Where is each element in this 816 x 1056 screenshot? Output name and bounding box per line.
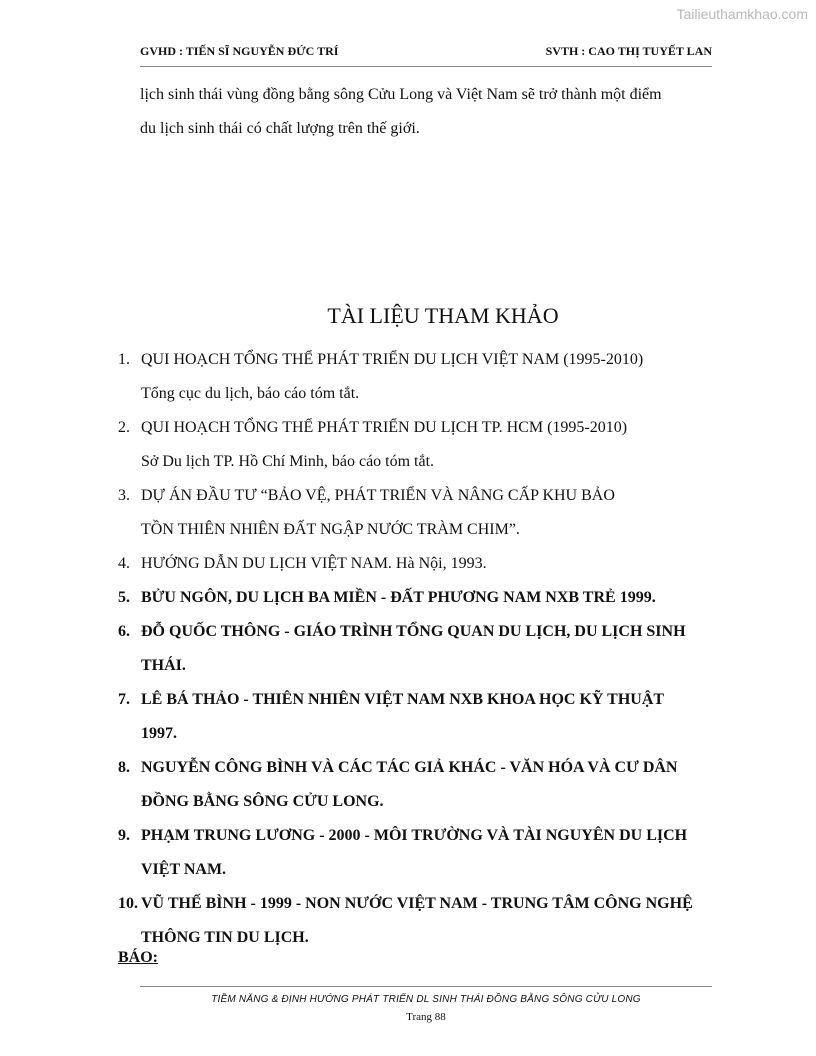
header-advisor: GVHD : TIẾN SĨ NGUYỄN ĐỨC TRÍ [140,44,339,58]
page-header [140,44,712,59]
section-title: TÀI LIỆU THAM KHẢO [327,303,559,328]
reference-item [118,819,718,887]
watermark: Tailieuthamkhao.com [676,6,808,22]
reference-line: BỬU NGÔN, DU LỊCH BA MIỀN - ĐẤT PHƯƠNG NAM NXB TRẺ 1999. [141,589,656,606]
reference-text [141,343,718,411]
reference-item [118,581,718,615]
reference-item [118,343,718,411]
footer-title: TIỀM NĂNG & ĐỊNH HƯỚNG PHÁT TRIỂN DL SINH THÁI ĐỒNG BẰNG SÔNG CỬU LONG [211,994,641,1005]
reference-text [141,819,718,887]
reference-line: NGUYỄN CÔNG BÌNH VÀ CÁC TÁC GIẢ KHÁC - VĂN HÓA VÀ CƯ DÂN [141,759,678,776]
reference-line: DỰ ÁN ĐẦU TƯ “BẢO VỆ, PHÁT TRIỂN VÀ NÂNG CẤP KHU BẢO [141,487,615,504]
reference-item [118,887,718,955]
reference-number: 10. [118,895,138,912]
reference-text [141,751,718,819]
reference-line: HƯỚNG DẪN DU LỊCH VIỆT NAM. Hà Nội, 1993. [141,555,487,572]
reference-number: 3. [118,487,130,504]
bao-heading: BÁO: [118,949,158,966]
page-number: Trang 88 [406,1011,446,1023]
reference-text [141,581,718,615]
reference-line: QUI HOẠCH TỔNG THỂ PHÁT TRIỂN DU LỊCH VIỆT NAM (1995-2010) [141,351,644,368]
reference-number: 6. [118,623,130,640]
reference-number: 4. [118,555,130,572]
header-divider [140,66,712,67]
reference-line: ĐỒNG BẰNG SÔNG CỬU LONG. [141,793,384,810]
reference-line: VIỆT NAM. [141,861,227,878]
reference-text [141,887,718,955]
reference-text [141,547,718,581]
footer-divider [140,986,712,987]
reference-item [118,411,718,479]
reference-item [118,683,718,751]
reference-text [141,479,718,547]
header-student: SVTH : CAO THỊ TUYẾT LAN [545,44,712,58]
reference-list [118,343,718,955]
reference-number: 5. [118,589,130,606]
intro-line: lịch sinh thái vùng đồng bằng sông Cửu Long và Việt Nam sẽ trở thành một điểm [140,86,662,103]
reference-text [141,615,718,683]
reference-line: ĐỖ QUỐC THÔNG - GIÁO TRÌNH TỔNG QUAN DU LỊCH, DU LỊCH SINH [141,623,686,640]
reference-text [141,683,718,751]
reference-item [118,479,718,547]
reference-number: 2. [118,419,130,436]
reference-line: 1997. [141,725,177,742]
reference-line: TỒN THIÊN NHIÊN ĐẤT NGẬP NƯỚC TRÀM CHIM”. [141,521,520,538]
reference-item [118,751,718,819]
reference-item [118,547,718,581]
reference-number: 9. [118,827,130,844]
reference-text [141,411,718,479]
reference-line: THÁI. [141,657,186,674]
reference-number: 7. [118,691,130,708]
intro-paragraph [140,78,712,146]
reference-number: 8. [118,759,130,776]
reference-line: VŨ THẾ BÌNH - 1999 - NON NƯỚC VIỆT NAM - TRUNG TÂM CÔNG NGHỆ [141,895,693,912]
reference-line: LÊ BÁ THẢO - THIÊN NHIÊN VIỆT NAM NXB KHOA HỌC KỸ THUẬT [141,691,665,708]
reference-line: Tổng cục du lịch, báo cáo tóm tắt. [141,385,360,402]
reference-item [118,615,718,683]
reference-line: QUI HOẠCH TỔNG THỂ PHÁT TRIỂN DU LỊCH TP. HCM (1995-2010) [141,419,628,436]
reference-line: THÔNG TIN DU LỊCH. [141,929,309,946]
intro-line: du lịch sinh thái có chất lượng trên thế giới. [140,120,420,137]
reference-number: 1. [118,351,130,368]
reference-line: Sở Du lịch TP. Hồ Chí Minh, báo cáo tóm tắt. [141,453,435,470]
reference-line: PHẠM TRUNG LƯƠNG - 2000 - MÔI TRƯỜNG VÀ TÀI NGUYÊN DU LỊCH [141,827,688,844]
